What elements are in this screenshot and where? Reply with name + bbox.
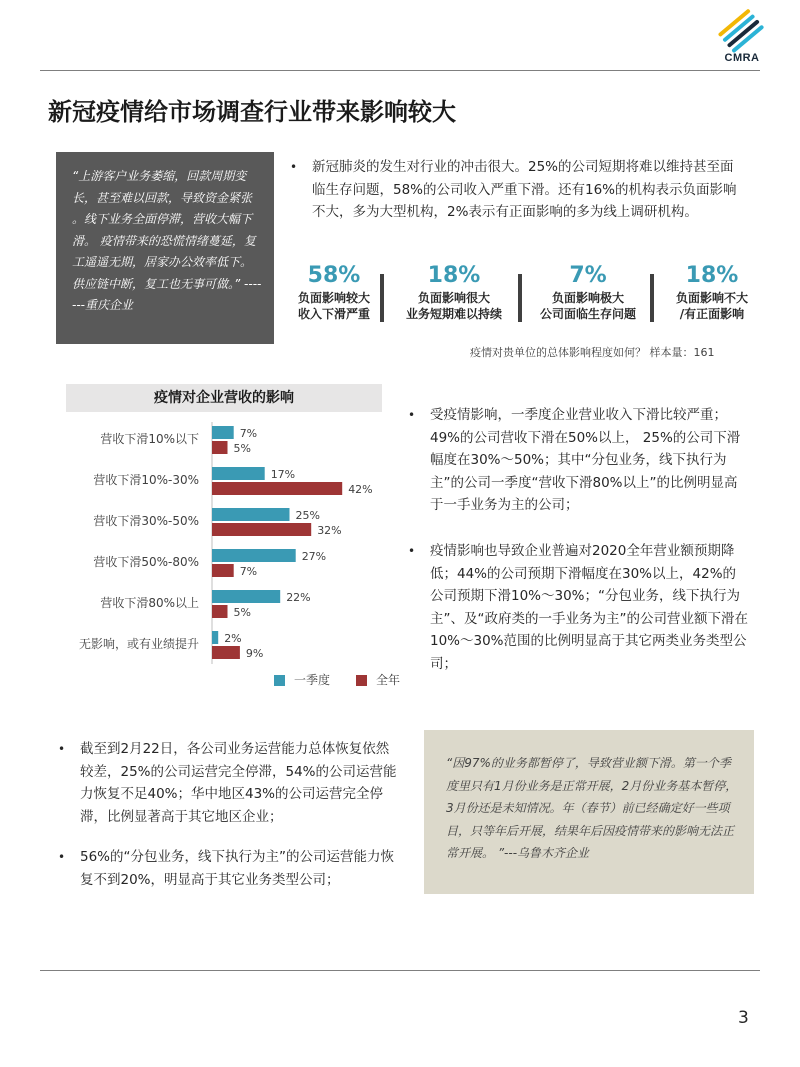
chart-bar <box>212 646 240 659</box>
chart-data-label: 7% <box>239 427 258 440</box>
chart-bar <box>212 523 311 536</box>
chart-bar <box>212 549 296 562</box>
chart-bar <box>212 482 342 495</box>
impact-stats-row <box>282 262 762 334</box>
page-title: 新冠疫情给市场调查行业带来影响较大 <box>48 98 456 126</box>
chart-bar <box>212 441 228 454</box>
chart-bar <box>212 564 234 577</box>
chart-bar <box>212 508 290 521</box>
stat-divider <box>380 274 384 322</box>
stat-label-1: 负面影响极大 <box>551 291 624 305</box>
stat-label-2: /有正面影响 <box>679 307 745 321</box>
stat-value: 18% <box>427 263 481 288</box>
stat-label-1: 负面影响很大 <box>417 291 490 305</box>
chart-data-label: 5% <box>233 442 251 455</box>
stat-value: 7% <box>569 263 607 288</box>
chart-bar <box>212 590 280 603</box>
stat-item <box>662 262 762 322</box>
stat-label-1: 负面影响不大 <box>675 291 748 305</box>
stat-label-2: 收入下滑严重 <box>297 307 370 321</box>
stat-item <box>282 262 386 322</box>
quote-box-urumqi: “因97%的业务都暂停了，导致营业额下滑。第一个季度里只有1月份业务是正常开展，2月份业务基本暂停，3月份还是未知情况。年（春节）前已经确定好一些项目，只等年后开展，结果年后因疫情带来的影响无法正常开展。 ”---乌鲁木齐企业 <box>424 730 754 894</box>
stat-divider <box>650 274 654 322</box>
stat-label-1: 负面影响较大 <box>297 291 370 305</box>
bullet-subcontract-recovery-text: 56%的“分包业务，线下执行为主”的公司运营能力恢复不到20%，明显高于其它业务类型公司； <box>80 849 394 888</box>
chart-bar <box>212 631 218 644</box>
chart-category-label: 无影响，或有业绩提升 <box>78 637 199 651</box>
chart-data-label: 27% <box>301 550 327 563</box>
stat-label-2: 业务短期难以持续 <box>405 307 502 321</box>
bullet-annual-expectation-text: 疫情影响也导致企业普遍对2020全年营业额预期降低；44%的公司预期下滑幅度在30%以上，42%的公司预期下滑10%～30%；“分包业务，线下执行为主”、及“政府类的一手业务为主”的公司营业额下滑在10%～30%范围的比例明显高于其它两类业务类型公司； <box>430 543 748 672</box>
bullet-dot: • <box>408 408 416 422</box>
stat-item <box>530 262 646 322</box>
header-divider <box>40 70 760 71</box>
bullet-dot: • <box>408 544 416 558</box>
stat-label-2: 公司面临生存问题 <box>539 307 636 321</box>
chart-data-label: 9% <box>245 647 264 660</box>
chart-category-label: 营收下滑10%-30% <box>93 473 199 487</box>
bullet-operation-recovery <box>58 738 398 828</box>
chart-title: 疫情对企业营收的影响 <box>66 384 382 412</box>
cmra-logo-mark <box>712 12 772 52</box>
bullet-dot: • <box>58 850 66 864</box>
chart-data-label: 32% <box>317 524 342 537</box>
cmra-logo <box>712 12 772 66</box>
stat-value: 58% <box>307 263 361 288</box>
chart-category-label: 营收下滑30%-50% <box>93 514 199 528</box>
bullet-annual-expectation <box>408 540 748 675</box>
chart-legend-label: 全年 <box>376 673 401 687</box>
chart-data-label: 17% <box>270 468 296 481</box>
bullet-impact-summary <box>290 156 742 224</box>
chart-data-label: 22% <box>286 591 311 604</box>
stats-sample-note: 疫情对贵单位的总体影响程度如何？ 样本量：161 <box>470 346 715 359</box>
page-number: 3 <box>738 1008 749 1028</box>
quote-box-chongqing: “上游客户业务萎缩，回款周期变长，甚至难以回款，导致资金紧张 。线下业务全面停滞，营收大幅下滑。 疫情带来的恐慌情绪蔓延，复工遥遥无期，居家办公效率低下。 供应链中断，复工也无事可做。” -------重庆企业 <box>56 152 274 344</box>
chart-category-label: 营收下滑10%以下 <box>100 432 199 446</box>
stat-item <box>392 262 516 322</box>
chart-bar <box>212 426 234 439</box>
chart-legend-swatch <box>356 675 367 686</box>
bullet-q1-revenue-text: 受疫情影响，一季度企业营业收入下滑比较严重；49%的公司营收下滑在50%以上， 25%的公司下滑幅度在30%～50%；其中“分包业务，线下执行为主”的公司一季度“营收下滑80%以上”的比例明显高于一手业务为主的公司； <box>430 407 741 513</box>
chart-legend-swatch <box>274 675 285 686</box>
bullet-q1-revenue <box>408 404 748 517</box>
chart-data-label: 2% <box>224 632 242 645</box>
chart-data-label: 7% <box>239 565 258 578</box>
revenue-impact-chart <box>60 384 401 704</box>
chart-legend-label: 一季度 <box>294 673 331 687</box>
bullet-subcontract-recovery <box>58 846 398 891</box>
chart-bar <box>212 467 265 480</box>
chart-category-label: 营收下滑80%以上 <box>100 596 199 610</box>
chart-data-label: 5% <box>233 606 251 619</box>
stat-value: 18% <box>685 263 739 288</box>
chart-svg <box>60 384 401 704</box>
chart-bar <box>212 605 228 618</box>
bullet-operation-recovery-text: 截至到2月22日，各公司业务运营能力总体恢复依然较差，25%的公司运营完全停滞，54%的公司运营能力恢复不足40%；华中地区43%的公司运营完全停滞，比例显著高于其它地区企业； <box>80 741 397 825</box>
bullet-dot: • <box>58 742 66 756</box>
stat-divider <box>518 274 522 322</box>
logo-text: CMRA <box>724 52 760 64</box>
footer-divider <box>40 970 760 971</box>
chart-data-label: 42% <box>348 483 373 496</box>
bullet-impact-summary-text: 新冠肺炎的发生对行业的冲击很大。25%的公司短期将难以维持甚至面临生存问题，58%的公司收入严重下滑。还有16%的机构表示负面影响不大，多为大型机构，2%表示有正面影响的多为线上调研机构。 <box>312 159 737 220</box>
chart-data-label: 25% <box>295 509 320 522</box>
chart-category-label: 营收下滑50%-80% <box>93 555 199 569</box>
bullet-dot: • <box>290 160 298 174</box>
